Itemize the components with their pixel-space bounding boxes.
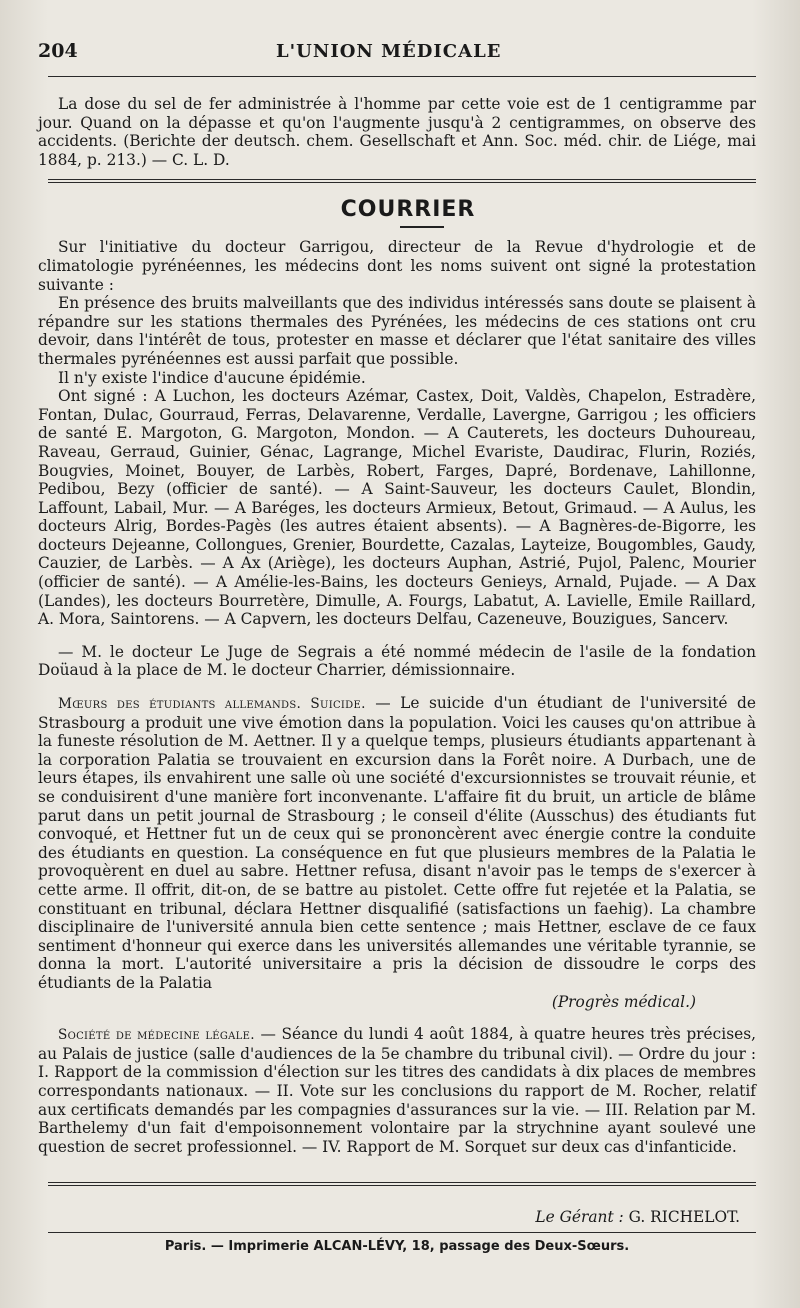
- rubric-text: — Le suicide d'un étudiant de l'université de Strasbourg a produit une vive émotion dans la population. Voici les causes qu'on attribue à la funeste résolution de M. Aettner. Il y a quelque temps, plusieurs étudiants appartenant à la corporation Palatia se trouvaient en excursion dans la Forêt noire. A Durbach, une de leurs étapes, ils envahirent une salle où une société d'excursionnistes se trouvait réunie, et se conduisirent d'une manière fort inconvenante. L'affaire fit du bruit, un article de blâme parut dans un petit journal de Strasbourg ; le conseil d'élite (Ausschus) des étudiants fut convoqué, et Hettner fut un de ceux qui se prononcèrent avec énergie contre la conduite des étudiants en question. La conséquence en fut que plusieurs membres de la Palatia le provoquèrent en duel au sabre. Hettner refusa, disant n'avoir pas le temps de s'exercer à cette arme. Il offrit, dit-on, de se battre au pistolet. Cette offre fut rejetée et la Palatia, se constituant en tribunal, déclara Hettner disqualifié (satisfactions un faehig). La chambre disciplinaire de l'université annula bien cette sentence ; mais Hettner, esclave de ce faux sentiment d'honneur qui exerce dans les universités allemandes une véritable tyrannie, se donna la mort. L'autorité universitaire a pris la décision de dissoudre le corps des étudiants de la Palatia: [38, 694, 756, 992]
- section-divider: [48, 179, 756, 183]
- source-citation: (Progrès médical.): [551, 992, 696, 1011]
- journal-title: L'UNION MÉDICALE: [276, 41, 502, 62]
- paragraph-society-meeting: [38, 1025, 756, 1156]
- footer-rule: [48, 1232, 756, 1233]
- gerant-name: G. RICHELOT.: [628, 1208, 740, 1227]
- footer-divider: [48, 1182, 756, 1186]
- paragraph-no-epidemic: Il n'y existe l'indice d'aucune épidémie.: [58, 368, 366, 387]
- spacer: [38, 629, 756, 643]
- section-title: COURRIER: [340, 197, 476, 223]
- paragraph-appointment: — M. le docteur Le Juge de Segrais a été nommé médecin de l'asile de la fondation Doüaud à la place de M. le docteur Charrier, démissionnaire.: [38, 642, 756, 680]
- printer-line: Paris. — Imprimerie ALCAN-LÉVY, 18, passage des Deux-Sœurs.: [164, 1239, 630, 1255]
- paragraph-protest: En présence des bruits malveillants que des individus intéressés sans doute se plaisent à répandre sur les stations thermales des Pyrénées, les médecins de ces stations ont cru devoir, dans l'intérêt de tous, protester en masse et déclarer que l'état sanitaire des villes thermales pyrénéennes est aussi parfait que possible.: [38, 294, 756, 368]
- paragraph-student-suicide: [38, 694, 756, 993]
- title-underline: [400, 226, 444, 228]
- gerant-signature: [38, 1208, 756, 1226]
- running-header: [38, 40, 756, 68]
- paragraph-initiative: Sur l'initiative du docteur Garrigou, directeur de la Revue d'hydrologie et de climatologie pyrénéennes, les médecins dont les noms suivent ont signé la protestation suivante :: [38, 238, 756, 294]
- header-rule: [48, 76, 756, 77]
- page-number: 204: [38, 40, 78, 62]
- rubric-text: — Séance du lundi 4 août 1884, à quatre heures très précises, au Palais de justice (salle d'audiences de la 5e chambre du tribunal civil). — Ordre du jour : I. Rapport de la commission d'élection sur les titres des candidats à dix places de membres correspondants nationaux. — II. Vote sur les conclusions du rapport de M. Rocher, relatif aux certificats demandés par les compagnies d'assurances sur la vie. — III. Relation par M. Barthelemy d'un fait d'empoisonnement volontaire par la strychnine ayant soulevé une question de secret professionnel. — IV. Rapport de M. Sorquet sur deux cas d'infanticide.: [38, 1025, 756, 1156]
- rubric-heading: Société de médecine légale.: [58, 1027, 255, 1044]
- intro-paragraph: La dose du sel de fer administrée à l'homme par cette voie est de 1 centigramme par jour. Quand on la dépasse et qu'on l'augmente jusqu'à 2 centigrammes, on observe des accidents. (Berichte der deutsch. chem. Gesellschaft et Ann. Soc. méd. chir. de Liége, mai 1884, p. 213.) — C. L. D.: [38, 95, 756, 169]
- rubric-heading: Mœurs des étudiants allemands. Suicide.: [58, 696, 366, 713]
- spacer: [38, 1011, 756, 1025]
- gerant-label: Le Gérant :: [535, 1208, 624, 1227]
- paragraph-signatories: Ont signé : A Luchon, les docteurs Azémar, Castex, Doit, Valdès, Chapelon, Estradère, Fontan, Dulac, Gourraud, Ferras, Delavarenne, Verdalle, Lavergne, Garrigou ; les officiers de santé E. Margoton, G. Margoton, Mondon. — A Cauterets, les docteurs Duhoureau, Raveau, Gerraud, Guinier, Génac, Lagrange, Michel Evariste, Daudirac, Flurin, Roziés, Bougvies, Moinet, Bouyer, de Larbès, Robert, Farges, Dapré, Bordenave, Lahillonne, Pedibou, Bezy (officier de santé). — A Saint-Sauveur, les docteurs Caulet, Blondin, Laffount, Labail, Mur. — A Baréges, les docteurs Armieux, Betout, Grimaud. — A Aulus, les docteurs Alrig, Bordes-Pagès (les autres étaient absents). — A Bagnères-de-Bigorre, les docteurs Dejeanne, Collongues, Grenier, Bourdette, Cazalas, Layteize, Bougombles, Gaudy, Cauzier, de Larbès. — A Ax (Ariège), les docteurs Auphan, Astrié, Pujol, Palenc, Mourier (officier de santé). — A Amélie-les-Bains, les docteurs Genieys, Arnald, Pujade. — A Dax (Landes), les docteurs Bourretère, Dimulle, A. Fourgs, Labatut, A. Lavielle, Emile Raillard, A. Mora, Saintorens. — A Capvern, les docteurs Delfau, Cazeneuve, Bouzigues, Sancerv.: [38, 387, 756, 629]
- spacer: [38, 680, 756, 694]
